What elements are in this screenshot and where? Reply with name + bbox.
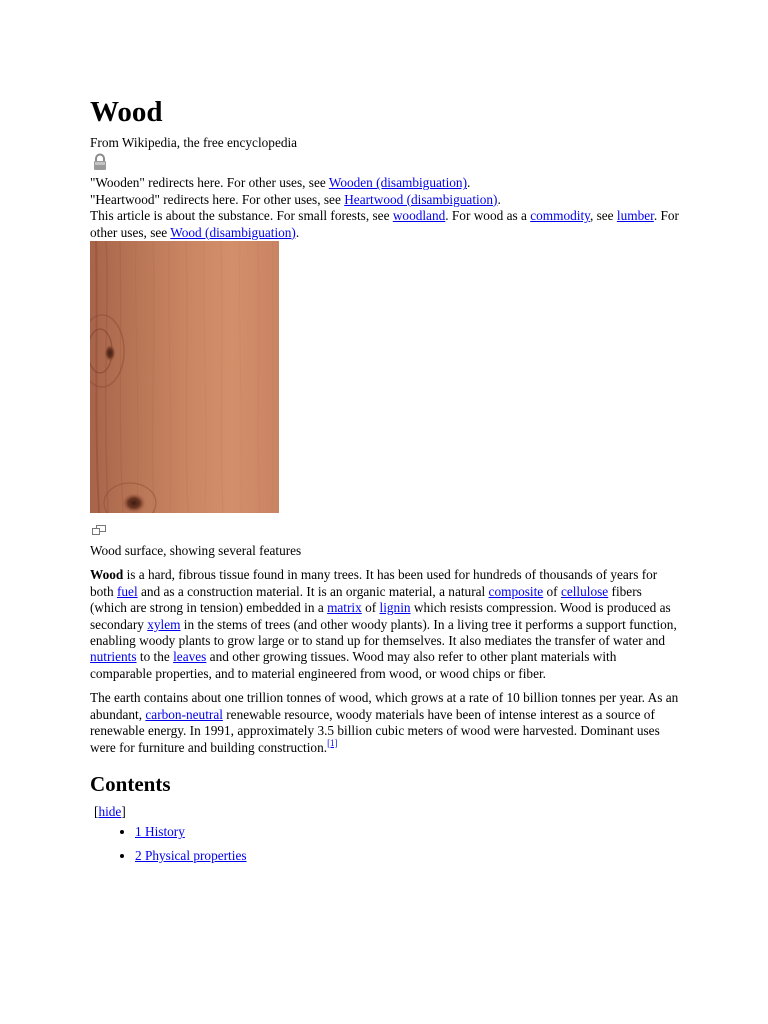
link-lumber[interactable]: lumber [616,208,654,224]
page-title: Wood [90,96,163,128]
link-leaves[interactable]: leaves [173,649,207,665]
hatnote-text: This article is about the substance. For small forests, see [90,208,393,224]
hatnote-text: "Wooden" redirects here. For other uses, see [90,175,329,191]
paragraph-text: The earth contains about one trillion tonnes of wood, which grows at a rate of 10 billion tonnes per year. As an abundant, [90,690,679,722]
hatnote-text: . For other uses, see [90,208,679,240]
padlock-icon [92,153,108,171]
toc-link-history[interactable]: 1 History [135,824,185,840]
toc-item [135,824,680,840]
link-composite[interactable]: composite [488,583,544,599]
bracket: [ [94,803,99,819]
enlarge-icon[interactable] [92,525,106,535]
intro-paragraph [90,567,680,682]
paragraph-text: of [361,600,380,616]
link-wood-disambiguation[interactable]: Wood (disambiguation) [170,224,296,240]
hatnote-text: . [467,175,471,191]
paragraph-text: is a hard, fibrous tissue found in many trees. It has been used for hundreds of thousands of years for both [90,567,658,599]
paragraph-text: and as a construction material. It is an organic material, a natural [137,583,489,599]
article-content [90,94,680,871]
link-carbon-neutral[interactable]: carbon-neutral [145,706,223,722]
hatnote-text: . For wood as a [445,208,531,224]
bold-term: Wood [90,567,124,583]
link-xylem[interactable]: xylem [147,616,181,632]
hatnotes [90,175,680,241]
hatnote-text: "Heartwood" redirects here. For other uses, see [90,191,345,207]
link-cellulose[interactable]: cellulose [560,583,609,599]
toc-hide-link[interactable]: hide [98,803,122,819]
wood-surface-image[interactable] [90,241,279,513]
link-lignin[interactable]: lignin [379,600,411,616]
hatnote-wooden [90,175,680,191]
link-heartwood-disambiguation[interactable]: Heartwood (disambiguation) [344,191,498,207]
link-fuel[interactable]: fuel [116,583,138,599]
hatnote-text: , see [589,208,617,224]
paragraph-text: fibers (which are strong in tension) embedded in a [90,583,642,616]
toc-link-physical-properties[interactable]: 2 Physical properties [135,847,247,863]
paragraph-text: which resists compression. Wood is produced as secondary [90,600,671,632]
toc-list [90,824,680,864]
link-wooden-disambiguation[interactable]: Wooden (disambiguation) [328,175,467,191]
paragraph-text: in the stems of trees (and other woody plants). In a living tree it performs a support function, enabling woody plants to grow large or to stand up for themselves. It also mediates the transfer of water and [90,616,677,649]
link-commodity[interactable]: commodity [530,208,590,224]
link-woodland[interactable]: woodland [392,208,446,224]
paragraph-text: and other growing tissues. Wood may also refer to other plant materials with comparable properties, and to material engineered from wood, or wood chips or fiber. [90,649,617,681]
toc-item [135,848,680,864]
toc-heading: Contents [90,771,171,796]
hatnote-text: . [295,224,300,240]
bracket: ] [121,803,126,819]
paragraph-text: to the [136,649,174,665]
hatnote-text: . [497,191,501,207]
second-paragraph [90,690,680,756]
paragraph-text: renewable resource, woody materials have been of intense interest as a source of renewable energy. In 1991, approximately 3.5 billion cubic meters of wood were harvested. Dominant uses were for furniture and building construction. [90,706,660,755]
image-caption: Wood surface, showing several features [90,543,302,559]
hatnote-about [90,208,680,241]
reference-link[interactable]: [1] [327,737,338,748]
tagline: From Wikipedia, the free encyclopedia [90,135,298,150]
link-matrix[interactable]: matrix [327,600,362,616]
hatnote-heartwood [90,192,680,208]
paragraph-text: of [543,583,561,599]
toc-toggle [94,804,680,820]
link-nutrients[interactable]: nutrients [90,649,137,665]
